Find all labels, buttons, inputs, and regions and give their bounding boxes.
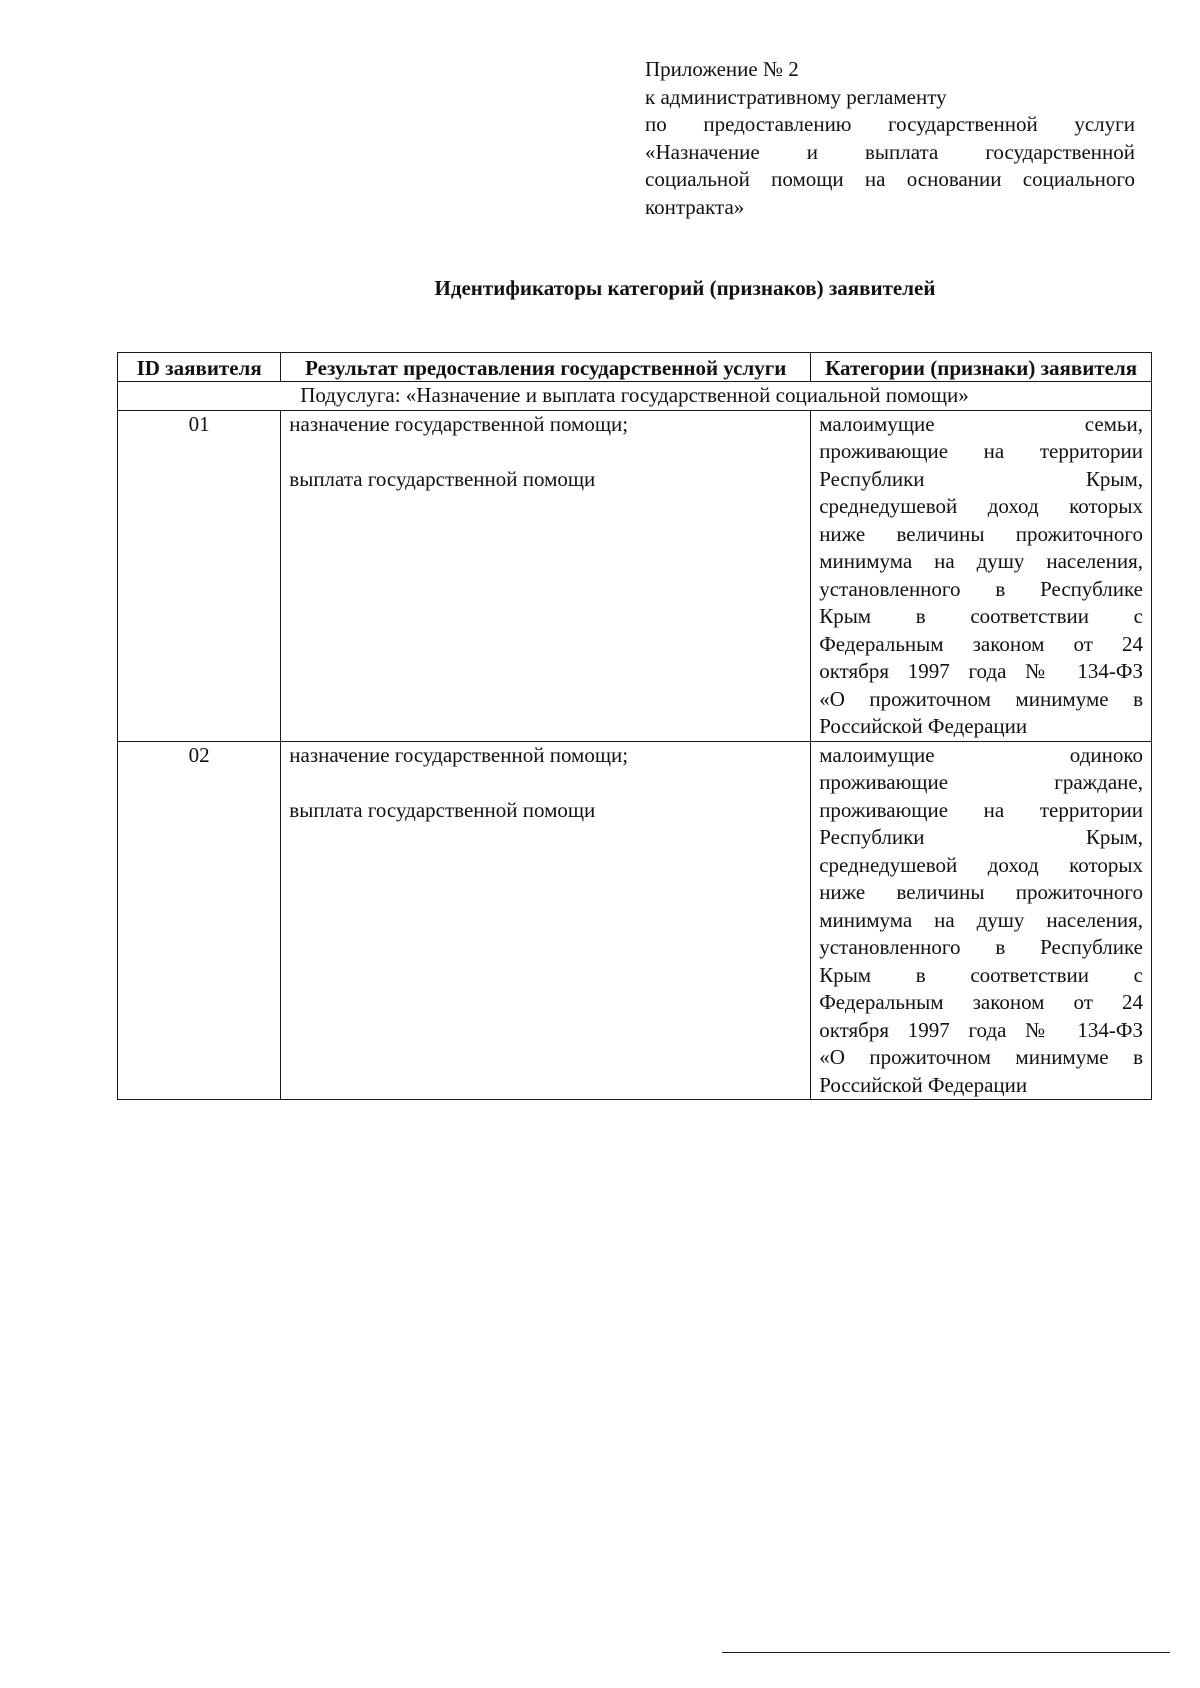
annex-line: контракта» (645, 194, 745, 219)
annex-line: к административному регламенту (645, 84, 947, 109)
row-result (281, 410, 811, 741)
result-line: выплата государственной помощи (289, 797, 596, 822)
footer-divider (722, 1652, 1170, 1653)
row-category (811, 741, 1152, 1100)
category-line: установленного в Республике (819, 935, 1143, 959)
category-line: малоимущие одиноко (819, 742, 1143, 767)
table-row (118, 410, 1152, 741)
category-line: ниже величины прожиточного (819, 880, 1143, 904)
category-line: среднедушевой доход которых (819, 852, 1143, 877)
header-category: Категории (признаки) заявителя (811, 353, 1152, 382)
category-line: Крым в соответствии с (819, 604, 1143, 628)
row-result (281, 741, 811, 1100)
category-line: Российской Федерации (819, 1072, 1028, 1097)
category-line: Крым в соответствии с (819, 962, 1143, 987)
category-line: октября 1997 года № 134-ФЗ (819, 659, 1143, 683)
annex-line: социальной помощи на основании социального (645, 167, 1135, 191)
category-line: Республики Крым, (819, 466, 1143, 491)
category-line: ниже величины прожиточного (819, 521, 1143, 546)
row-category (811, 410, 1152, 741)
category-line: малоимущие семьи, (819, 411, 1143, 436)
annex-line: по предоставлению государственной услуги (645, 112, 1135, 136)
annex-line: «Назначение и выплата государственной (645, 139, 1135, 164)
category-line: минимума на душу населения, (819, 907, 1143, 932)
subservice-label: Подуслуга: «Назначение и выплата государственной социальной помощи» (118, 382, 1152, 411)
annex-block (645, 56, 1135, 221)
category-line: минимума на душу населения, (819, 549, 1143, 573)
category-line: «О прожиточном минимуме в (819, 686, 1143, 711)
category-line: октября 1997 года № 134-ФЗ (819, 1017, 1143, 1042)
table-row (118, 741, 1152, 1100)
row-id: 02 (118, 741, 281, 1100)
category-line: «О прожиточном минимуме в (819, 1045, 1143, 1069)
document-title: Идентификаторы категорий (признаков) заявителей (434, 276, 936, 300)
header-result: Результат предоставления государственной услуги (281, 353, 811, 382)
category-line: Федеральным законом от 24 (819, 631, 1143, 656)
header-id: ID заявителя (118, 353, 281, 382)
category-line: проживающие граждане, (819, 770, 1143, 794)
result-line: назначение государственной помощи; (289, 742, 629, 767)
annex-line: Приложение № 2 (645, 57, 799, 81)
result-line: выплата государственной помощи (289, 466, 596, 491)
category-line: Республики Крым, (819, 825, 1143, 849)
category-line: установленного в Республике (819, 576, 1143, 601)
row-id: 01 (118, 410, 281, 741)
category-line: проживающие на территории (819, 797, 1143, 822)
category-line: Федеральным законом от 24 (819, 990, 1143, 1014)
category-line: среднедушевой доход которых (819, 494, 1143, 518)
category-line: Российской Федерации (819, 714, 1028, 738)
category-line: проживающие на территории (819, 439, 1143, 463)
subservice-row (118, 382, 1152, 411)
applicant-categories-table (117, 352, 1152, 1100)
table-header-row (118, 353, 1152, 382)
result-line: назначение государственной помощи; (289, 411, 629, 436)
